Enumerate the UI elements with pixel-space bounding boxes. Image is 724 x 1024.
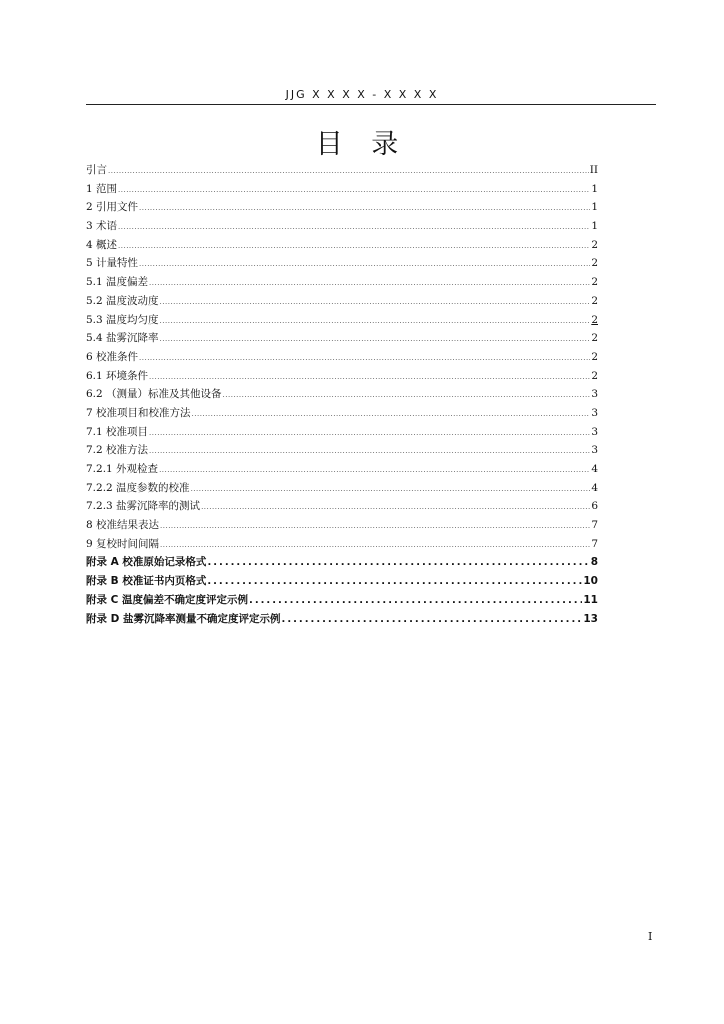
toc-entry-label: 5.2 温度波动度 — [86, 294, 159, 307]
toc-entry-appendix-d[interactable] — [86, 610, 598, 629]
toc-entry-label: 6 校准条件 — [86, 350, 139, 363]
toc-leader-dots — [160, 330, 591, 349]
document-code-header: JJG X X X X - X X X X — [285, 88, 439, 101]
page-title: 目 录 — [315, 129, 409, 160]
toc-entry-standards-and-equipment[interactable] — [86, 385, 598, 404]
toc-entry-label: 附录 B 校准证书内页格式 — [86, 575, 207, 588]
toc-entry-calibration-methods[interactable] — [86, 441, 598, 460]
toc-leader-dots — [139, 199, 590, 218]
toc-leader-dots — [249, 592, 582, 611]
toc-leader-dots — [207, 554, 589, 573]
toc-leader-dots — [108, 162, 589, 181]
toc-entry-page: 3 — [591, 444, 598, 457]
toc-leader-dots — [149, 442, 590, 461]
toc-leader-dots — [191, 480, 591, 499]
toc-entry-salt-fog-settling-rate[interactable] — [86, 329, 598, 348]
toc-entry-settling-rate-test[interactable] — [86, 497, 598, 516]
toc-entry-introduction[interactable] — [86, 161, 598, 180]
toc-entry-label: 7.2 校准方法 — [86, 444, 149, 457]
toc-entry-scope[interactable] — [86, 180, 598, 199]
toc-leader-dots — [118, 218, 590, 237]
toc-leader-dots — [118, 181, 590, 200]
toc-entry-calibration-items-and-methods[interactable] — [86, 404, 598, 423]
toc-entry-label: 7.2.2 温度参数的校准 — [86, 481, 190, 494]
toc-entry-page: 2 — [591, 238, 598, 251]
toc-entry-label: 引言 — [86, 164, 107, 176]
toc-entry-label: 4 概述 — [86, 238, 118, 251]
header-rule — [86, 104, 656, 105]
toc-entry-page: 4 — [591, 481, 598, 494]
toc-entry-page: 10 — [583, 575, 598, 588]
toc-entry-environmental-conditions[interactable] — [86, 367, 598, 386]
toc-leader-dots — [160, 536, 590, 555]
toc-leader-dots — [282, 611, 583, 630]
toc-entry-label: 7 校准项目和校准方法 — [86, 406, 191, 419]
toc-entry-label: 5.4 盐雾沉降率 — [86, 332, 159, 345]
toc-entry-result-expression[interactable] — [86, 516, 598, 535]
toc-entry-page: 8 — [590, 556, 598, 569]
toc-entry-page: 2 — [591, 294, 598, 307]
toc-entry-page: 2 — [591, 257, 598, 270]
toc-leader-dots — [201, 498, 590, 517]
toc-entry-label: 7.2.1 外观检查 — [86, 463, 159, 475]
toc-entry-page: 11 — [583, 593, 598, 606]
toc-entry-overview[interactable] — [86, 236, 598, 255]
toc-entry-label: 8 校准结果表达 — [86, 519, 160, 532]
toc-entry-label: 5.3 温度均匀度 — [86, 313, 159, 326]
toc-entry-page: 1 — [591, 220, 598, 233]
toc-leader-dots — [192, 405, 591, 424]
toc-entry-page: 3 — [591, 425, 598, 438]
toc-leader-dots — [149, 424, 590, 443]
toc-entry-page: 4 — [591, 463, 598, 475]
toc-entry-page: 2 — [591, 313, 598, 326]
toc-entry-label: 5 计量特性 — [86, 257, 139, 270]
toc-entry-label: 2 引用文件 — [86, 201, 139, 214]
toc-entry-page: 3 — [591, 406, 598, 419]
toc-entry-page: 7 — [591, 519, 598, 532]
toc-entry-calibration-items[interactable] — [86, 423, 598, 442]
toc-entry-label: 5.1 温度偏差 — [86, 276, 149, 289]
toc-entry-temperature-parameter-calibration[interactable] — [86, 479, 598, 498]
toc-entry-page: 2 — [591, 276, 598, 289]
toc-entry-page: 3 — [591, 388, 598, 401]
toc-entry-label: 附录 D 盐雾沉降率测量不确定度评定示例 — [86, 612, 281, 625]
toc-entry-calibration-conditions[interactable] — [86, 348, 598, 367]
toc-leader-dots — [207, 573, 582, 592]
toc-entry-label: 9 复校时间间隔 — [86, 537, 160, 550]
toc-entry-label: 1 范围 — [86, 182, 118, 195]
toc-entry-label: 6.2 （测量）标准及其他设备 — [86, 388, 222, 401]
toc-entry-temperature-fluctuation[interactable] — [86, 292, 598, 311]
toc-leader-dots — [139, 349, 590, 368]
page-number: I — [648, 930, 653, 943]
toc-entry-page: 2 — [591, 350, 598, 363]
toc-entry-page: 2 — [591, 369, 598, 382]
toc-entry-metrological-characteristics[interactable] — [86, 254, 598, 273]
toc-entry-temperature-deviation[interactable] — [86, 273, 598, 292]
toc-leader-dots — [118, 237, 590, 256]
toc-entry-appendix-b[interactable] — [86, 572, 598, 591]
toc-entry-temperature-uniformity[interactable] — [86, 311, 598, 330]
toc-entry-visual-inspection[interactable] — [86, 460, 598, 479]
toc-entry-page: II — [589, 164, 598, 176]
toc-entry-page: 6 — [591, 500, 598, 513]
toc-entry-page: 1 — [591, 182, 598, 195]
toc-entry-page: 2 — [591, 332, 598, 345]
toc-entry-appendix-c[interactable] — [86, 591, 598, 610]
toc-entry-label: 3 术语 — [86, 220, 118, 233]
toc-entry-page: 7 — [591, 537, 598, 550]
toc-entry-label: 7.2.3 盐雾沉降率的测试 — [86, 500, 201, 513]
toc-leader-dots — [160, 293, 591, 312]
toc-leader-dots — [149, 368, 590, 387]
toc-leader-dots — [223, 386, 591, 405]
table-of-contents — [86, 161, 598, 628]
toc-entry-label: 附录 A 校准原始记录格式 — [86, 556, 207, 569]
toc-entry-label: 附录 C 温度偏差不确定度评定示例 — [86, 593, 249, 606]
toc-entry-recalibration-interval[interactable] — [86, 535, 598, 554]
toc-entry-appendix-a[interactable] — [86, 553, 598, 572]
toc-leader-dots — [160, 312, 591, 331]
toc-leader-dots — [160, 517, 590, 536]
toc-leader-dots — [149, 274, 590, 293]
toc-entry-terms[interactable] — [86, 217, 598, 236]
toc-entry-references[interactable] — [86, 198, 598, 217]
toc-entry-label: 6.1 环境条件 — [86, 369, 149, 382]
toc-entry-page: 1 — [591, 201, 598, 214]
toc-entry-page: 13 — [583, 612, 598, 625]
toc-leader-dots — [159, 461, 590, 480]
toc-entry-label: 7.1 校准项目 — [86, 425, 149, 438]
toc-leader-dots — [139, 255, 590, 274]
